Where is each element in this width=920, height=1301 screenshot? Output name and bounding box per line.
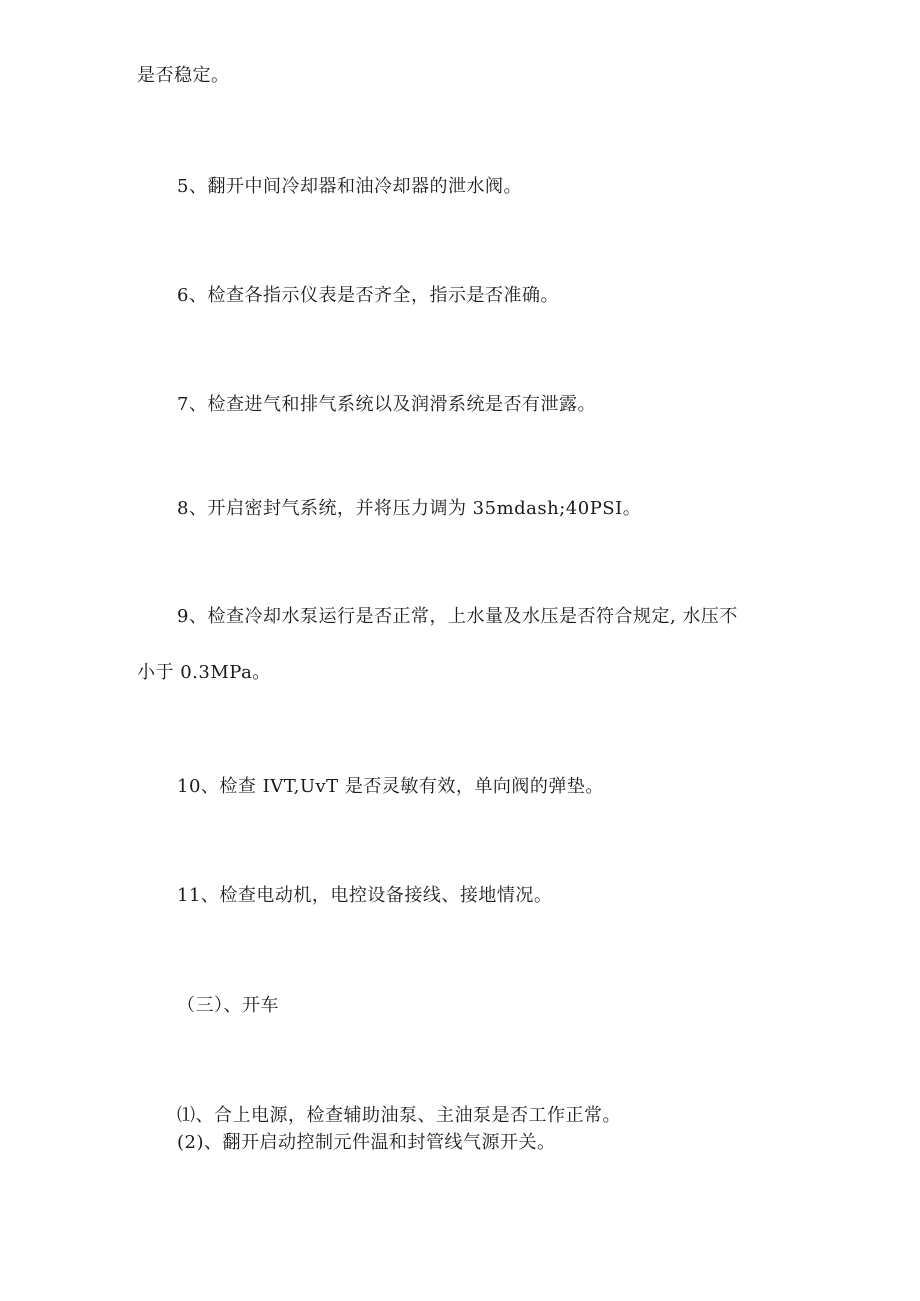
text-line: 5、翻开中间冷却器和油冷却器的泄水阀。 (177, 176, 522, 197)
text-line: 小于 0.3MPa。 (137, 662, 271, 683)
text-line: ⑴、合上电源，检查辅助油泵、主油泵是否工作正常。 (177, 1105, 621, 1126)
text-line: 是否稳定。 (137, 65, 230, 86)
text-line: (2)、翻开启动控制元件温和封管线气源开关。 (177, 1132, 556, 1153)
text-line: 8、开启密封气系统，并将压力调为 35mdash;40PSI。 (177, 498, 642, 519)
text-line: 6、检查各指示仪表是否齐全，指示是否准确。 (177, 285, 559, 306)
section-heading: （三）、开车 (177, 995, 279, 1016)
text-line: 10、检查 IVT,UvT 是否灵敏有效，单向阀的弹垫。 (177, 776, 604, 797)
text-line: 9、检查冷却水泵运行是否正常，上水量及水压是否符合规定, 水压不 (177, 606, 738, 627)
text-line: 7、检查进气和排气系统以及润滑系统是否有泄露。 (177, 394, 596, 415)
text-line: 11、检查电动机，电控设备接线、接地情况。 (177, 885, 553, 906)
